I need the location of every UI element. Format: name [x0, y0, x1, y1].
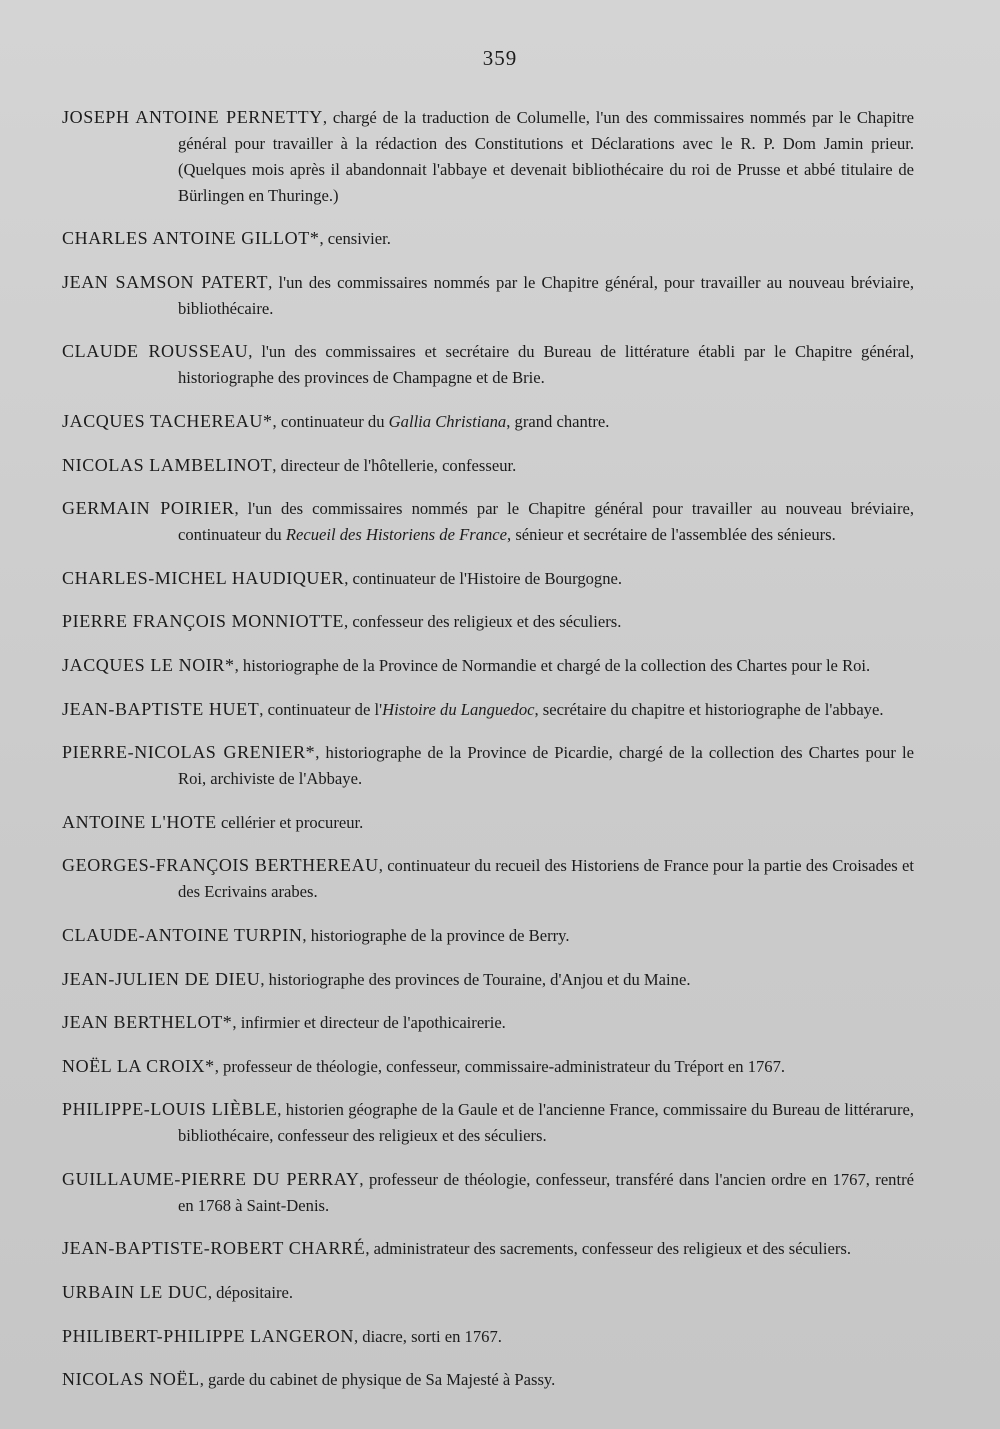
list-item: [62, 408, 914, 435]
list-item: [62, 608, 914, 635]
list-item: [62, 966, 914, 993]
entry-name: CLAUDE-ANTOINE TURPIN: [62, 924, 303, 945]
entry-description: [200, 1370, 556, 1389]
list-item: [62, 225, 914, 252]
list-item: [62, 1166, 914, 1219]
description-text: , grand chantre.: [506, 411, 610, 431]
entry-name: GUILLAUME-PIERRE DU PERRAY: [62, 1168, 360, 1189]
list-item: [62, 452, 914, 479]
description-text: , historien géographe de la Gaule et de l'ancienne France, commissaire du Bureau de littérarure, bibliothécaire, confesseur des religieux et des séculiers.: [178, 1100, 914, 1146]
description-text: , continuateur du: [272, 411, 389, 431]
description-text: , historiographe de la Province de Normandie et chargé de la collection des Chartes pour le Roi.: [234, 655, 871, 675]
list-item: [62, 495, 914, 548]
description-text: , historiographe des provinces de Touraine, d'Anjou et du Maine.: [260, 969, 691, 989]
list-item: [62, 104, 914, 209]
list-item: [62, 1096, 914, 1149]
description-text: , continuateur du recueil des Historiens de France pour la partie des Croisades et des Ecrivains arabes.: [178, 856, 914, 902]
entry-name: JEAN SAMSON PATERT: [62, 271, 269, 292]
list-item: [62, 809, 914, 836]
entry-description: [344, 569, 622, 588]
entry-name: PHILIBERT-PHILIPPE LANGERON: [62, 1325, 354, 1346]
entry-name: CHARLES-MICHEL HAUDIQUER: [62, 567, 345, 588]
entry-name: URBAIN LE DUC: [62, 1282, 208, 1303]
italic-title: Recueil des Historiens de France: [285, 525, 508, 545]
description-text: , continuateur de l': [259, 699, 383, 719]
entry-name: PIERRE FRANÇOIS MONNIOTTE: [62, 611, 345, 632]
list-item: [62, 269, 914, 322]
entry-description: [344, 612, 621, 631]
list-item: [62, 565, 914, 592]
entry-description: [215, 1057, 785, 1076]
page-number: 359: [482, 46, 518, 70]
description-text: , censivier.: [319, 229, 391, 249]
entry-description: [260, 970, 690, 989]
list-item: [62, 1366, 914, 1393]
entry-name: PIERRE-NICOLAS GRENIER*: [62, 742, 316, 763]
entry-description: [217, 813, 364, 832]
entry-description: [302, 926, 569, 945]
description-text: , diacre, sorti en 1767.: [353, 1326, 502, 1346]
entry-name: ANTOINE L'HOTE: [62, 811, 217, 832]
description-text: , garde du cabinet de physique de Sa Majesté à Passy.: [199, 1370, 556, 1390]
entry-name: GEORGES-FRANÇOIS BERTHEREAU: [62, 855, 379, 876]
entry-name: JOSEPH ANTOINE PERNETTY: [62, 106, 323, 127]
list-item: [62, 338, 914, 391]
italic-title: Gallia Christiana: [388, 411, 507, 431]
entry-name: GERMAIN POIRIER: [62, 498, 235, 519]
entry-description: [178, 1100, 914, 1145]
description-text: , infirmier et directeur de l'apothicairerie.: [232, 1013, 506, 1033]
entry-name: NOËL LA CROIX*: [62, 1055, 215, 1076]
entry-name: JEAN BERTHELOT*: [62, 1012, 233, 1033]
entry-description: [354, 1327, 502, 1346]
description-text: , sénieur et secrétaire de l'assemblée des sénieurs.: [507, 525, 836, 545]
entry-description: [208, 1283, 293, 1302]
description-text: , dépositaire.: [207, 1283, 294, 1303]
description-text: , l'un des commissaires et secrétaire du Bureau de littérature établi par le Chapitre général, historiographe des provinces de Champagne et de Brie.: [178, 342, 914, 388]
entry-name: NICOLAS NOËL: [62, 1369, 200, 1390]
description-text: , professeur de théologie, confesseur, transféré dans l'ancien ordre en 1767, rentré en 1768 à Saint-Denis.: [178, 1169, 914, 1215]
entry-description: [178, 342, 914, 387]
entry-name: CLAUDE ROUSSEAU: [62, 341, 249, 362]
description-text: , historiographe de la Province de Picardie, chargé de la collection des Chartes pour le Roi, archiviste de l'Abbaye.: [178, 743, 914, 789]
list-item: [62, 922, 914, 949]
list-item: [62, 652, 914, 679]
entry-description: [178, 499, 914, 544]
entry-name: PHILIPPE-LOUIS LIÈBLE: [62, 1099, 278, 1120]
entry-description: [319, 229, 390, 248]
entry-description: [273, 412, 610, 431]
description-text: cellérier et procureur.: [216, 812, 364, 832]
description-text: , confesseur des religieux et des séculiers.: [344, 612, 622, 632]
list-item: [62, 852, 914, 905]
list-item: [62, 739, 914, 792]
description-text: , continuateur de l'Histoire de Bourgogne.: [344, 568, 623, 588]
italic-title: Histoire du Languedoc: [382, 699, 535, 719]
list-item: [62, 1323, 914, 1350]
entry-name: JEAN-BAPTISTE HUET: [62, 698, 260, 719]
description-text: , historiographe de la province de Berry.: [302, 925, 570, 945]
entry-name: JACQUES TACHEREAU*: [62, 410, 273, 431]
description-text: , directeur de l'hôtellerie, confesseur.: [272, 455, 517, 475]
list-item: [62, 1279, 914, 1306]
entry-description: [259, 700, 883, 719]
entry-name: NICOLAS LAMBELINOT: [62, 454, 273, 475]
description-text: , professeur de théologie, confesseur, commissaire-administrateur du Tréport en 1767.: [214, 1056, 786, 1076]
description-text: , secrétaire du chapitre et historiographe de l'abbaye.: [534, 699, 884, 719]
description-text: , administrateur des sacrements, confesseur des religieux et des séculiers.: [365, 1239, 851, 1259]
list-item: [62, 1053, 914, 1080]
list-item: [62, 1009, 914, 1036]
entry-description: [272, 456, 516, 475]
description-text: , l'un des commissaires nommés par le Chapitre général, pour travailler au nouveau bréviaire, bibliothécaire.: [178, 272, 914, 318]
description-text: , chargé de la traduction de Columelle, l'un des commissaires nommés par le Chapitre général pour travailler à la rédaction des Constitutions et Déclarations avec le R. P. Dom Jamin prieur. (Quelques mois après il abandonnait l'abbaye et devenait bibliothécaire du roi de Prusse et abbé titulaire de Bürlingen en Thuringe.): [178, 107, 914, 205]
list-item: [62, 696, 914, 723]
entry-list: [62, 87, 914, 1405]
entry-name: JEAN-JULIEN DE DIEU: [62, 968, 261, 989]
entry-description: [235, 656, 871, 675]
entry-name: JACQUES LE NOIR*: [62, 654, 235, 675]
entry-name: CHARLES ANTOINE GILLOT*: [62, 228, 320, 249]
list-item: [62, 1235, 914, 1262]
description-text: , l'un des commissaires nommés par le Chapitre général pour travailler au nouveau bréviaire, continuateur du: [178, 499, 914, 545]
entry-description: [178, 273, 914, 318]
entry-description: [365, 1239, 851, 1258]
entry-name: JEAN-BAPTISTE-ROBERT CHARRÉ: [62, 1238, 366, 1259]
entry-description: [232, 1013, 505, 1032]
